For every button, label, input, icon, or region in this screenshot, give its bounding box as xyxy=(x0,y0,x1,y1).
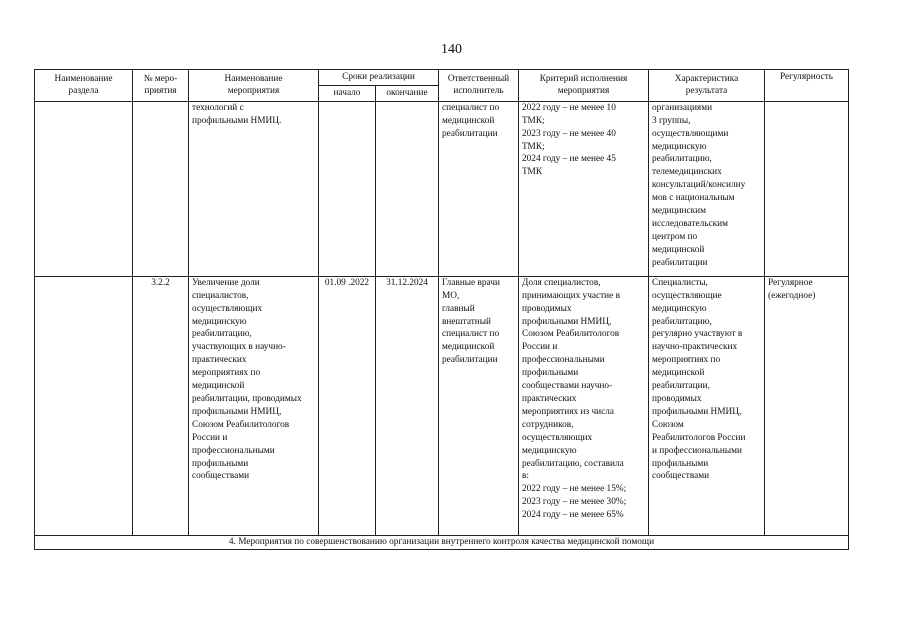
header-regularity: Регулярность xyxy=(765,70,849,102)
end-cell: 31.12.2024 xyxy=(376,276,439,535)
header-criterion: Критерий исполнения мероприятия xyxy=(519,70,649,102)
result-cell: Специалисты, осуществляющие медицинскую реабилитацию, регулярно участвуют в научно-практических мероприятиях по медицинской реабилитации, проводимых профильными НМИЦ, Союзом Реабилитологов России и профессиональными профильными сообществами xyxy=(649,276,765,535)
header-section-name: Наименование раздела xyxy=(35,70,133,102)
table-row xyxy=(35,276,849,535)
header-start: начало xyxy=(319,85,376,101)
criterion-cell: Доля специалистов, принимающих участие в проводимых профильными НМИЦ, Союзом Реабилитологов России и профессиональными профильными сообществами научно- практических мероприятиях из числа сотрудников, осуществляющих медицинскую реабилитацию, составила в: 2022 году – не менее 15%; 2023 году – не менее 30%; 2024 году – не менее 65% xyxy=(519,276,649,535)
page-number: 140 xyxy=(441,42,462,57)
regularity-cell xyxy=(765,101,849,276)
name-cell: технологий с профильными НМИЦ. xyxy=(189,101,319,276)
header-terms: Сроки реализации xyxy=(319,70,439,86)
start-cell xyxy=(319,101,376,276)
section-cell xyxy=(35,101,133,276)
executor-cell: специалист по медицинской реабилитации xyxy=(439,101,519,276)
number-cell xyxy=(133,101,189,276)
end-cell xyxy=(376,101,439,276)
header-event-number: № меро- приятия xyxy=(133,70,189,102)
table-row xyxy=(35,101,849,276)
header-executor: Ответственный исполнитель xyxy=(439,70,519,102)
header-event-name: Наименование мероприятия xyxy=(189,70,319,102)
name-cell: Увеличение доли специалистов, осуществляющих медицинскую реабилитацию, участвующих в научно- практических мероприятиях по медицинской реабилитации, проводимых профильными НМИЦ, Союзом Реабилитологов России и профессиональными профильными сообществами xyxy=(189,276,319,535)
executor-cell: Главные врачи МО, главный внештатный специалист по медицинской реабилитации xyxy=(439,276,519,535)
section-title-row xyxy=(35,535,849,549)
criterion-cell: 2022 году – не менее 10 ТМК; 2023 году – не менее 40 ТМК; 2024 году – не менее 45 ТМК xyxy=(519,101,649,276)
result-cell: организациями 3 группы, осуществляющими медицинскую реабилитацию, телемедицинских консультаций/консилиу мов с национальным медицинским исследовательским центром по медицинской реабилитации xyxy=(649,101,765,276)
header-result: Характеристика результата xyxy=(649,70,765,102)
regularity-cell: Регулярное (ежегодное) xyxy=(765,276,849,535)
header-end: окончание xyxy=(376,85,439,101)
start-cell: 01.09 .2022 xyxy=(319,276,376,535)
plan-table xyxy=(34,69,849,550)
section-title: 4. Мероприятия по совершенствованию организации внутреннего контроля качества медицинской помощи xyxy=(35,535,849,549)
number-cell: 3.2.2 xyxy=(133,276,189,535)
section-cell xyxy=(35,276,133,535)
